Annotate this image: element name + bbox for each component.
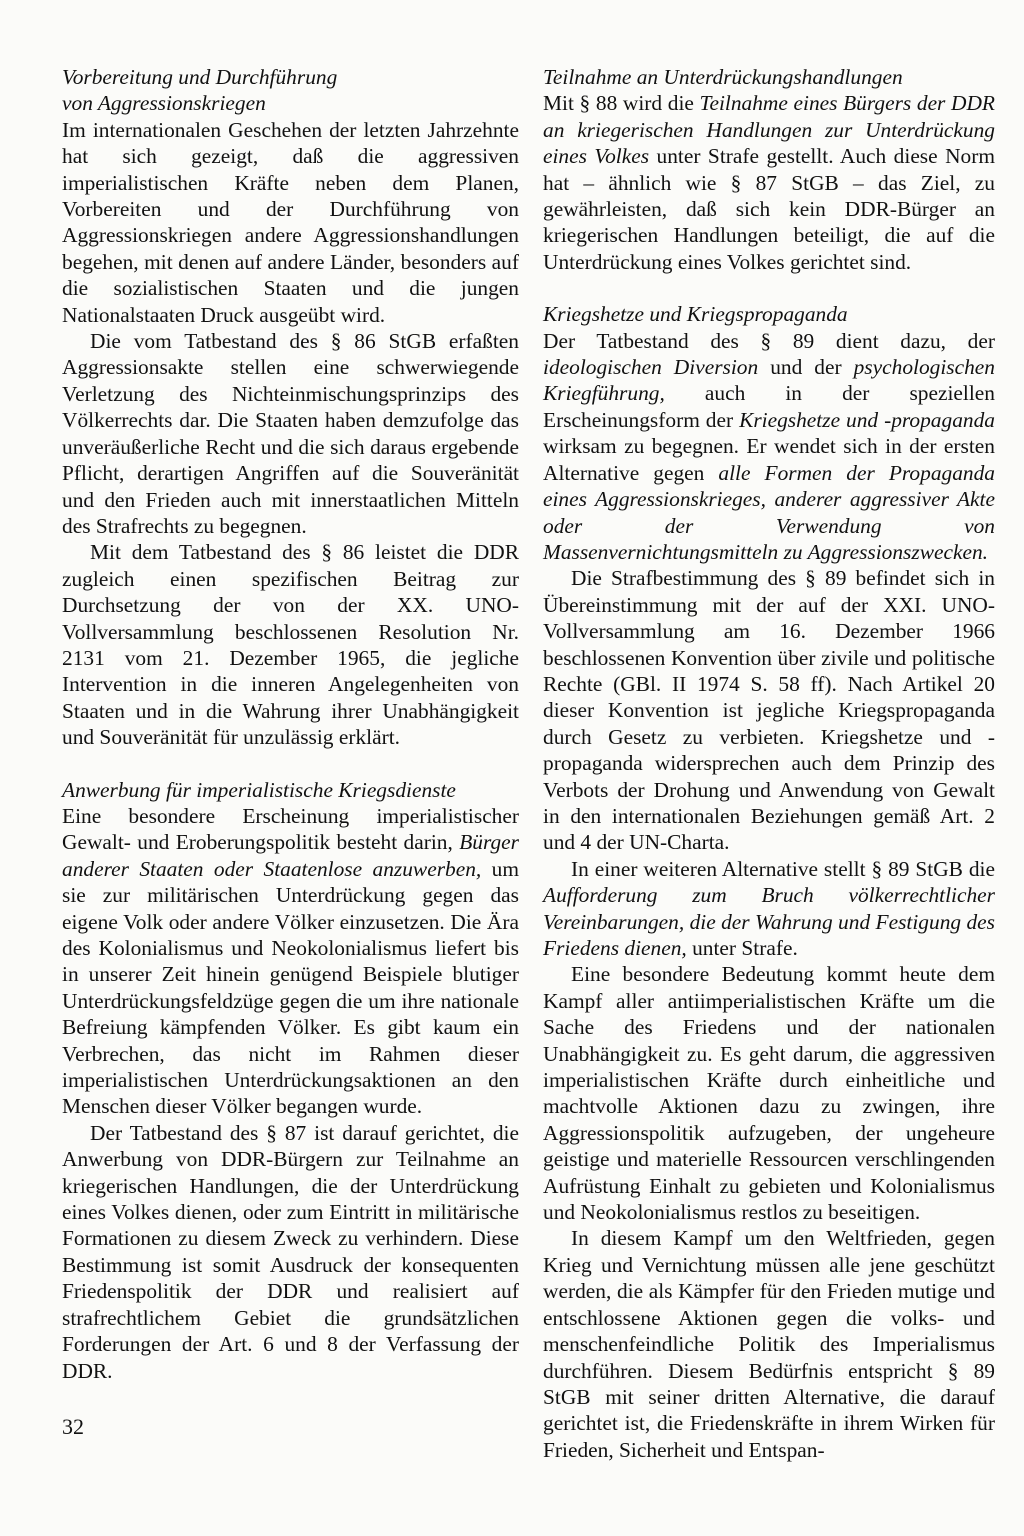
body-paragraph (62, 1120, 519, 1384)
section-heading (543, 301, 995, 327)
right-column (543, 64, 995, 1463)
text-run: Mit dem Tatbestand des § 86 leistet die DDR zugleich einen spezifischen Beitrag zur Durchsetzung der von der XX. UNO-Vollversammlung beschlossenen Resolution Nr. 2131 vom 21. Dezember 1965, die jegliche Intervention in die inneren Angelegenheiten von Staaten und in die Wahrung ihrer Unabhängigkeit und Souveränität für unzulässig erklärt. (62, 540, 519, 750)
text-run: Eine besondere Bedeutung kommt heute dem Kampf aller antiimperialistischen Kräfte um die Sache des Friedens und der nationalen Unabhängigkeit zu. Es geht darum, die aggressiven imperialistischen Kräfte durch einheitliche und machtvolle Aktionen dazu zu zwingen, ihre Aggressionspolitik aufzugeben, der ungeheure geistige und materielle Ressourcen verschlingenden Aufrüstung Einhalt zu gebieten und Kolonialismus und Neokolonialismus restlos zu beseitigen. (543, 962, 995, 1225)
text-run: Eine besondere Erscheinung imperialistischer Gewalt- und Eroberungspolitik besteht darin, (62, 803, 519, 855)
text-run: unter Strafe. (686, 936, 798, 960)
body-paragraph (543, 961, 995, 1225)
body-paragraph (543, 856, 995, 962)
text-run: Der Tatbestand des § 89 dient dazu, der (543, 328, 995, 353)
text-run: Der Tatbestand des § 87 ist darauf gerichtet, die Anwerbung von DDR-Bürgern zur Teilnahme an kriegerischen Handlungen, die der Unterdrückung eines Volkes dienen, oder zum Eintritt in militärische Formationen zu diesem Zweck zu verhindern. Diese Bestimmung ist somit Ausdruck der konsequenten Friedenspolitik der DDR und realisiert auf strafrechtlichem Gebiet die grundsätzlichen Forderungen der Art. 6 und 8 der Verfassung der DDR. (62, 1120, 519, 1383)
body-paragraph (543, 90, 995, 275)
text-run: In diesem Kampf um den Weltfrieden, gegen Krieg und Vernichtung müssen alle jene geschützt werden, die als Kämpfer für den Frieden mutige und entschlossene Aktionen gegen die volks- und menschenfeindliche Politik des Imperialismus durchführen. Diesem Bedürfnis entspricht § 89 StGB mit seiner dritten Alternative, die darauf gerichtet ist, die Friedenskräfte in ihrem Wirken für Frieden, Sicherheit und Entspan- (543, 1226, 995, 1462)
body-paragraph (62, 328, 519, 539)
left-column (62, 64, 519, 1384)
text-run: Die Strafbestimmung des § 89 befindet sich in Übereinstimmung mit der auf der XXI. UNO-Vollversammlung am 16. Dezember 1966 beschlossenen Konvention über zivile und politische Rechte (GBl. II 1974 S. 58 ff). Nach Artikel 20 dieser Konvention ist jegliche Kriegspropaganda durch Gesetz zu verbieten. Kriegshetze und -propaganda widersprechen auch dem Prinzip des Verbots der Drohung und Anwendung von Gewalt in den internationalen Beziehungen gemäß Art. 2 und 4 der UN-Charta. (543, 566, 995, 855)
emphasized-text: alle Formen der Propaganda eines Aggressionskrieges, anderer aggressiver Akte oder der Verwendung von Massenvernichtungsmitteln zu Aggressionszwecken. (543, 460, 995, 564)
text-run: Mit § 88 wird die (543, 91, 700, 116)
text-run: In einer weiteren Alternative stellt § 89 StGB die (571, 856, 995, 881)
section-heading (62, 64, 519, 117)
emphasized-text: Kriegshetze und -propaganda (739, 407, 995, 432)
page-number: 32 (62, 1414, 84, 1439)
section-gap (62, 751, 519, 777)
body-paragraph (62, 117, 519, 328)
emphasized-text: ideologischen Diversion (543, 355, 759, 380)
text-run: um sie zur militärischen Unterdrückung gegen das eigene Volk oder andere Völker einzusetzen. Die Ära des Kolonialismus und Neokolonialismus liefert bis in unserer Zeit hinein genügend Beispiele blutiger Unterdrückungsfeldzüge gegen die um ihre nationale Befreiung kämpfenden Völker. Es gibt kaum ein Verbrechen, das nicht im Rahmen dieser imperialistischen Unterdrückungsaktionen an den Menschen dieser Völker begangen wurde. (62, 856, 519, 1119)
body-paragraph (543, 328, 995, 566)
text-run: unter Strafe gestellt. Auch diese Norm hat – ähnlich wie § 87 StGB – das Ziel, zu gewährleisten, daß sich kein DDR-Bürger an kriegerischen Handlungen beteiligt, die auf die Unterdrückung eines Volkes gerichtet sind. (543, 144, 995, 274)
body-paragraph (62, 539, 519, 750)
section-heading-line: von Aggressionskriegen (62, 91, 266, 116)
body-paragraph (62, 803, 519, 1120)
emphasized-text: psychologischen Kriegführung, (543, 355, 995, 406)
emphasized-text: Bürger anderer Staaten oder Staatenlose anzuwerben, (62, 830, 519, 881)
text-run: und der (758, 355, 854, 380)
section-heading-line: Anwerbung für imperialistische Kriegsdienste (62, 777, 456, 802)
section-heading-line: Vorbereitung und Durchführung (62, 65, 338, 89)
body-paragraph (543, 1225, 995, 1463)
body-paragraph (543, 565, 995, 855)
text-run: Im internationalen Geschehen der letzten Jahrzehnte hat sich gezeigt, daß die aggressiven imperialistischen Kräfte neben dem Planen, Vorbereiten und der Durchführung von Aggressionskriegen andere Aggressionshandlungen begehen, mit denen auf andere Länder, besonders auf die sozialistischen Staaten und die jungen Nationalstaaten Druck ausgeübt wird. (62, 117, 519, 327)
text-run: auch in der speziellen Erscheinungsform der (543, 381, 995, 432)
section-gap (543, 275, 995, 301)
text-run: Die vom Tatbestand des § 86 StGB erfaßten Aggressionsakte stellen eine schwerwiegende Verletzung des Nichteinmischungsprinzips des Völkerrechts dar. Die Staaten haben demzufolge das unveräußerliche Recht und die sich daraus ergebende Pflicht, derartigen Angriffen auf die Souveränität und den Frieden auch mit innerstaatlichen Mitteln des Strafrechts zu begegnen. (62, 329, 519, 538)
section-heading (62, 777, 519, 803)
section-heading-line: Teilnahme an Unterdrückungshandlungen (543, 65, 903, 89)
emphasized-text: Aufforderung zum Bruch völkerrechtlicher Vereinbarungen, die der Wahrung und Festigung des Friedens dienen, (543, 883, 995, 960)
text-run: wirksam zu begegnen. Er wendet sich in der ersten Alternative gegen (543, 434, 995, 485)
section-heading-line: Kriegshetze und Kriegspropaganda (543, 302, 848, 327)
section-heading (543, 64, 995, 90)
emphasized-text: Teilnahme eines Bürgers der DDR an kriegerischen Handlungen zur Unterdrückung eines Volkes (543, 91, 995, 169)
